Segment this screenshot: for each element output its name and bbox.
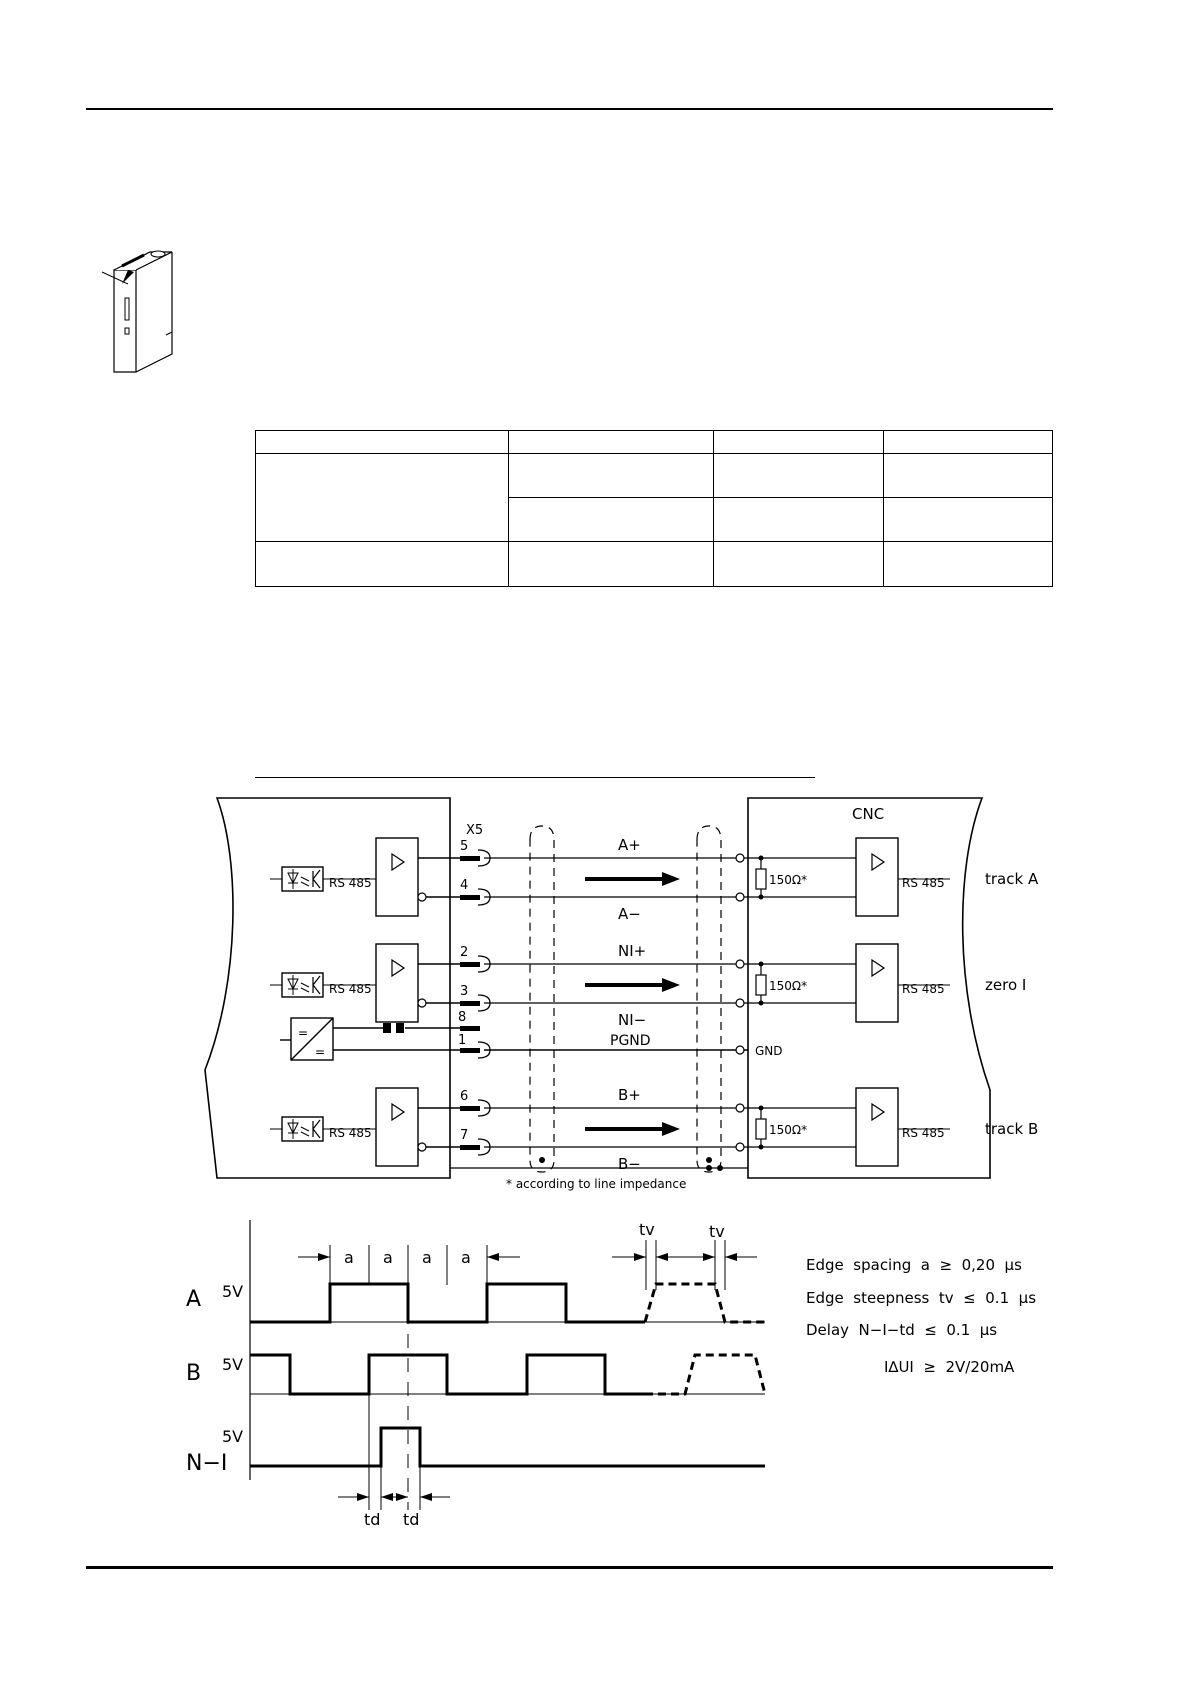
direction-arrow-icon [662, 872, 680, 886]
channel-ni [270, 942, 1026, 1029]
receiver-label: RS 485 [902, 876, 945, 890]
pin-label: 6 [460, 1089, 469, 1104]
line-receiver [856, 1088, 898, 1166]
resistor-label: 150Ω* [769, 1123, 808, 1137]
edge-label: a [383, 1248, 393, 1267]
termination-resistor [756, 869, 766, 889]
signal-minus-label: NI− [618, 1011, 647, 1029]
table-cell [884, 454, 1053, 498]
table-cell [714, 498, 884, 542]
signal-plus-label: NI+ [618, 942, 647, 960]
tv-label: tv [709, 1222, 725, 1241]
termination-resistor [756, 975, 766, 995]
pgnd-label: PGND [610, 1033, 651, 1049]
signal-label-b: B [186, 1361, 202, 1386]
driver-label: RS 485 [329, 876, 372, 890]
pin-label: 2 [460, 945, 469, 960]
line-receiver [856, 944, 898, 1022]
level-label: 5V [222, 1282, 244, 1301]
converter-symbol-ac: = [298, 1026, 309, 1040]
receiver-label: RS 485 [902, 982, 945, 996]
pin-label: 1 [458, 1033, 467, 1048]
footer-rule [86, 1566, 1053, 1569]
receiver-label: RS 485 [902, 1126, 945, 1140]
timing-diagram [0, 1210, 1190, 1540]
wiring-diagram [0, 780, 1190, 1200]
optocoupler-icon [282, 1117, 323, 1141]
spec-delay: Delay N−I−td ≤ 0.1 μs [806, 1321, 998, 1339]
cable-shield-right [697, 826, 721, 1172]
cnc-label: CNC [852, 805, 885, 823]
table-cell [256, 454, 509, 542]
spec-edge-steepness: Edge steepness tv ≤ 0.1 μs [806, 1289, 1037, 1307]
resistor-label: 150Ω* [769, 873, 808, 887]
line-receiver [856, 838, 898, 916]
edge-label: a [344, 1248, 354, 1267]
edge-label: a [422, 1248, 432, 1267]
signal-minus-label: B− [618, 1155, 641, 1173]
table-cell [256, 542, 509, 587]
track-label: track A [985, 870, 1039, 888]
table-cell [884, 498, 1053, 542]
servo-amplifier-icon [100, 250, 180, 375]
level-label: 5V [222, 1355, 244, 1374]
track-label: zero I [985, 976, 1027, 994]
pin-label: 4 [460, 878, 469, 893]
resistor-label: 150Ω* [769, 979, 808, 993]
pin-label: 3 [460, 984, 469, 999]
line-driver [376, 838, 418, 916]
table-cell [509, 454, 714, 498]
level-label: 5V [222, 1427, 244, 1446]
pin-label: 8 [458, 1010, 467, 1025]
cable-shield-left [530, 826, 554, 1172]
connector-label: X5 [466, 823, 484, 838]
pin-label: 5 [460, 839, 469, 854]
channel-a [270, 836, 1039, 923]
spec-table [255, 430, 1053, 587]
td-label: td [403, 1510, 420, 1529]
termination-resistor [756, 1119, 766, 1139]
table-row [256, 542, 1053, 587]
edge-label: a [461, 1248, 471, 1267]
table-cell [884, 431, 1053, 454]
driver-label: RS 485 [329, 982, 372, 996]
line-driver [376, 1088, 418, 1166]
signal-plus-label: A+ [618, 836, 641, 854]
spec-voltage: I∆UI ≥ 2V/20mA [884, 1358, 1015, 1376]
table-row [256, 431, 1053, 454]
signal-label-a: A [186, 1287, 202, 1312]
track-label: track B [985, 1120, 1039, 1138]
driver-label: RS 485 [329, 1126, 372, 1140]
table-cell [509, 498, 714, 542]
table-row [256, 454, 1053, 498]
channel-b [270, 1086, 1038, 1173]
signal-minus-label: A− [618, 905, 641, 923]
header-rule [86, 108, 1053, 110]
amplifier-outline [205, 798, 450, 1178]
converter-symbol-dc: = [315, 1045, 326, 1059]
td-label: td [364, 1510, 381, 1529]
optocoupler-icon [282, 973, 323, 997]
signal-label-ni: N−I [186, 1451, 228, 1476]
direction-arrow-icon [662, 1122, 680, 1136]
optocoupler-icon [282, 867, 323, 891]
table-cell [714, 431, 884, 454]
table-cell [509, 542, 714, 587]
diagram-title-underline [255, 777, 815, 778]
table-cell [714, 454, 884, 498]
footnote: * according to line impedance [506, 1177, 687, 1191]
tv-label: tv [639, 1220, 655, 1239]
signal-plus-label: B+ [618, 1086, 641, 1104]
direction-arrow-icon [662, 978, 680, 992]
line-driver [376, 944, 418, 1022]
table-cell [714, 542, 884, 587]
pin-label: 7 [460, 1128, 469, 1143]
table-cell [884, 542, 1053, 587]
table-cell [256, 431, 509, 454]
gnd-label: GND [755, 1044, 783, 1058]
spec-edge-spacing: Edge spacing a ≥ 0,20 μs [806, 1256, 1022, 1274]
table-cell [509, 431, 714, 454]
